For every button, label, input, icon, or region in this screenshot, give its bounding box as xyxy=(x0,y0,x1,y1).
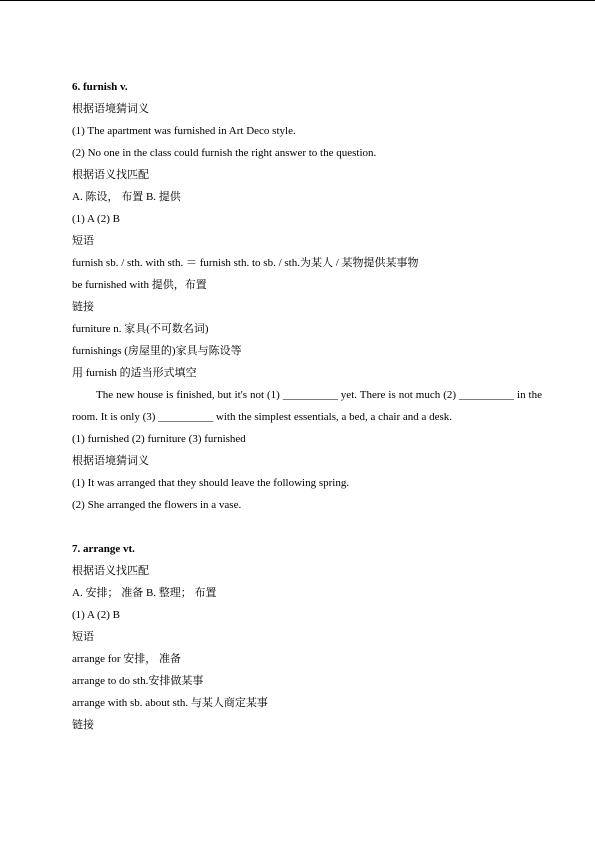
text-line: 根据语义找匹配 xyxy=(72,565,149,577)
text-line: A. 安排； 准备 B. 整理； 布置 xyxy=(72,587,217,599)
text-line: (2) No one in the class could furnish the right answer to the question. xyxy=(72,147,377,159)
exercise-paragraph: The new house is finished, but it's not (1) __________ yet. There is not much (2) __________ in the room. It is only (3) __________ with the simplest essentials, a bed, a chair and a desk. xyxy=(72,389,542,423)
text-line: arrange to do sth.安排做某事 xyxy=(72,675,204,687)
text-line: be furnished with 提供，布置 xyxy=(72,279,207,291)
text-line: arrange for 安排， 准备 xyxy=(72,653,182,665)
text-line: (1) The apartment was furnished in Art Deco style. xyxy=(72,125,296,137)
text-line: 用 furnish 的适当形式填空 xyxy=(72,367,197,379)
section-gap xyxy=(72,516,542,538)
text-line: (2) She arranged the flowers in a vase. xyxy=(72,499,242,511)
text-line: (1) furnished (2) furniture (3) furnished xyxy=(72,433,246,445)
text-line: 链接 xyxy=(72,301,94,313)
text-line: (1) A (2) B xyxy=(72,213,120,225)
text-line: 根据语义找匹配 xyxy=(72,169,149,181)
text-line: (1) A (2) B xyxy=(72,609,120,621)
section-7-heading: 7. arrange vt. xyxy=(72,543,135,555)
text-line: furniture n. 家具(不可数名词) xyxy=(72,323,209,335)
text-line: (1) It was arranged that they should leave the following spring. xyxy=(72,477,350,489)
section-6-heading: 6. furnish v. xyxy=(72,81,128,93)
text-line: 短语 xyxy=(72,631,94,643)
text-line: 根据语境猜词义 xyxy=(72,455,149,467)
page-top-border xyxy=(0,0,595,1)
text-line: 短语 xyxy=(72,235,94,247)
text-line: A. 陈设， 布置 B. 提供 xyxy=(72,191,181,203)
text-line: furnish sb. / sth. with sth. ＝ furnish sth. to sb. / sth.为某人 / 某物提供某事物 xyxy=(72,257,419,269)
text-line: furnishings (房屋里的)家具与陈设等 xyxy=(72,345,242,357)
document-body xyxy=(72,76,542,736)
text-line: 根据语境猜词义 xyxy=(72,103,149,115)
text-line: arrange with sb. about sth. 与某人商定某事 xyxy=(72,697,268,709)
text-line: 链接 xyxy=(72,719,94,731)
